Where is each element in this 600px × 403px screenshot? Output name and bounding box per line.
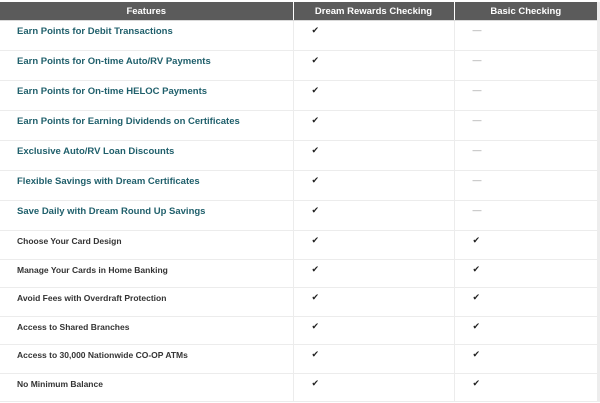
checkmark-icon: ✔ — [311, 55, 320, 65]
checkmark-icon: ✔ — [472, 263, 481, 274]
checkmark-icon: ✔ — [311, 205, 320, 215]
checkmark-icon: ✔ — [311, 85, 320, 95]
checkmark-icon: ✔ — [472, 292, 481, 302]
checkmark-icon: ✔ — [311, 377, 320, 388]
checkmark-icon: ✔ — [311, 292, 320, 302]
checkmark-icon: ✔ — [311, 320, 320, 331]
dash-icon: — — [472, 145, 482, 155]
basic-cell — [454, 201, 597, 231]
checkmark-icon: ✔ — [472, 349, 481, 359]
feature-cell — [0, 231, 293, 260]
feature-cell — [0, 345, 293, 374]
table-row — [0, 316, 597, 345]
feature-label: No Minimum Balance — [17, 378, 103, 389]
dream-cell — [293, 81, 454, 111]
dash-icon: — — [472, 55, 482, 65]
basic-cell — [454, 81, 597, 111]
feature-cell — [0, 288, 293, 317]
dream-cell — [293, 288, 454, 317]
checkmark-icon: ✔ — [311, 145, 320, 155]
checkmark-icon: ✔ — [311, 25, 320, 35]
feature-label: Earn Points for On-time HELOC Payments — [17, 86, 208, 97]
dream-cell — [293, 259, 454, 288]
dash-icon: — — [472, 175, 482, 185]
checkmark-icon: ✔ — [311, 175, 320, 185]
checkmark-icon: ✔ — [472, 320, 481, 331]
checkmark-icon: ✔ — [311, 263, 320, 274]
table-row — [0, 231, 597, 260]
checkmark-icon: ✔ — [472, 377, 481, 388]
header-basic-checking: Basic Checking — [454, 2, 597, 21]
table-row — [0, 345, 597, 374]
table-row — [0, 141, 597, 171]
table-row — [0, 259, 597, 288]
table-header-row — [0, 2, 597, 21]
feature-label: Save Daily with Dream Round Up Savings — [17, 206, 206, 217]
dream-cell — [293, 316, 454, 345]
feature-cell — [0, 259, 293, 288]
account-comparison-table — [0, 2, 597, 402]
feature-cell — [0, 51, 293, 81]
basic-cell — [454, 141, 597, 171]
feature-label: Earn Points for Debit Transactions — [17, 26, 173, 37]
table-row — [0, 373, 597, 402]
dream-cell — [293, 231, 454, 260]
checkmark-icon: ✔ — [311, 115, 320, 125]
dream-cell — [293, 141, 454, 171]
header-dream-rewards-checking: Dream Rewards Checking — [293, 2, 454, 21]
basic-cell — [454, 21, 597, 51]
dream-cell — [293, 21, 454, 51]
feature-cell — [0, 373, 293, 402]
table-row — [0, 51, 597, 81]
feature-cell — [0, 111, 293, 141]
basic-cell — [454, 51, 597, 81]
feature-label: Earn Points for On-time Auto/RV Payments — [17, 56, 211, 67]
checkmark-icon: ✔ — [311, 235, 320, 245]
feature-cell — [0, 316, 293, 345]
feature-label: Exclusive Auto/RV Loan Discounts — [17, 146, 175, 157]
dream-cell — [293, 171, 454, 201]
table-row — [0, 201, 597, 231]
basic-cell — [454, 345, 597, 374]
feature-label: Earn Points for Earning Dividends on Certificates — [17, 116, 240, 127]
header-features: Features — [0, 2, 293, 21]
basic-cell — [454, 231, 597, 260]
checkmark-icon: ✔ — [472, 235, 481, 245]
dream-cell — [293, 51, 454, 81]
basic-cell — [454, 316, 597, 345]
comparison-table-container — [0, 2, 600, 402]
dream-cell — [293, 373, 454, 402]
table-row — [0, 81, 597, 111]
basic-cell — [454, 259, 597, 288]
feature-cell — [0, 21, 293, 51]
feature-cell — [0, 171, 293, 201]
dash-icon: — — [472, 25, 482, 35]
basic-cell — [454, 288, 597, 317]
dash-icon: — — [472, 85, 482, 95]
table-row — [0, 21, 597, 51]
feature-label: Access to 30,000 Nationwide CO-OP ATMs — [17, 350, 188, 360]
dash-icon: — — [472, 205, 482, 215]
dream-cell — [293, 345, 454, 374]
basic-cell — [454, 171, 597, 201]
table-row — [0, 288, 597, 317]
dash-icon: — — [472, 115, 482, 125]
feature-label: Avoid Fees with Overdraft Protection — [17, 293, 167, 303]
feature-label: Choose Your Card Design — [17, 236, 122, 246]
dream-cell — [293, 201, 454, 231]
feature-cell — [0, 201, 293, 231]
dream-cell — [293, 111, 454, 141]
basic-cell — [454, 111, 597, 141]
checkmark-icon: ✔ — [311, 349, 320, 359]
basic-cell — [454, 373, 597, 402]
feature-label: Manage Your Cards in Home Banking — [17, 264, 168, 275]
feature-label: Access to Shared Branches — [17, 321, 130, 332]
feature-label: Flexible Savings with Dream Certificates — [17, 176, 200, 187]
table-row — [0, 171, 597, 201]
feature-cell — [0, 81, 293, 111]
table-row — [0, 111, 597, 141]
feature-cell — [0, 141, 293, 171]
